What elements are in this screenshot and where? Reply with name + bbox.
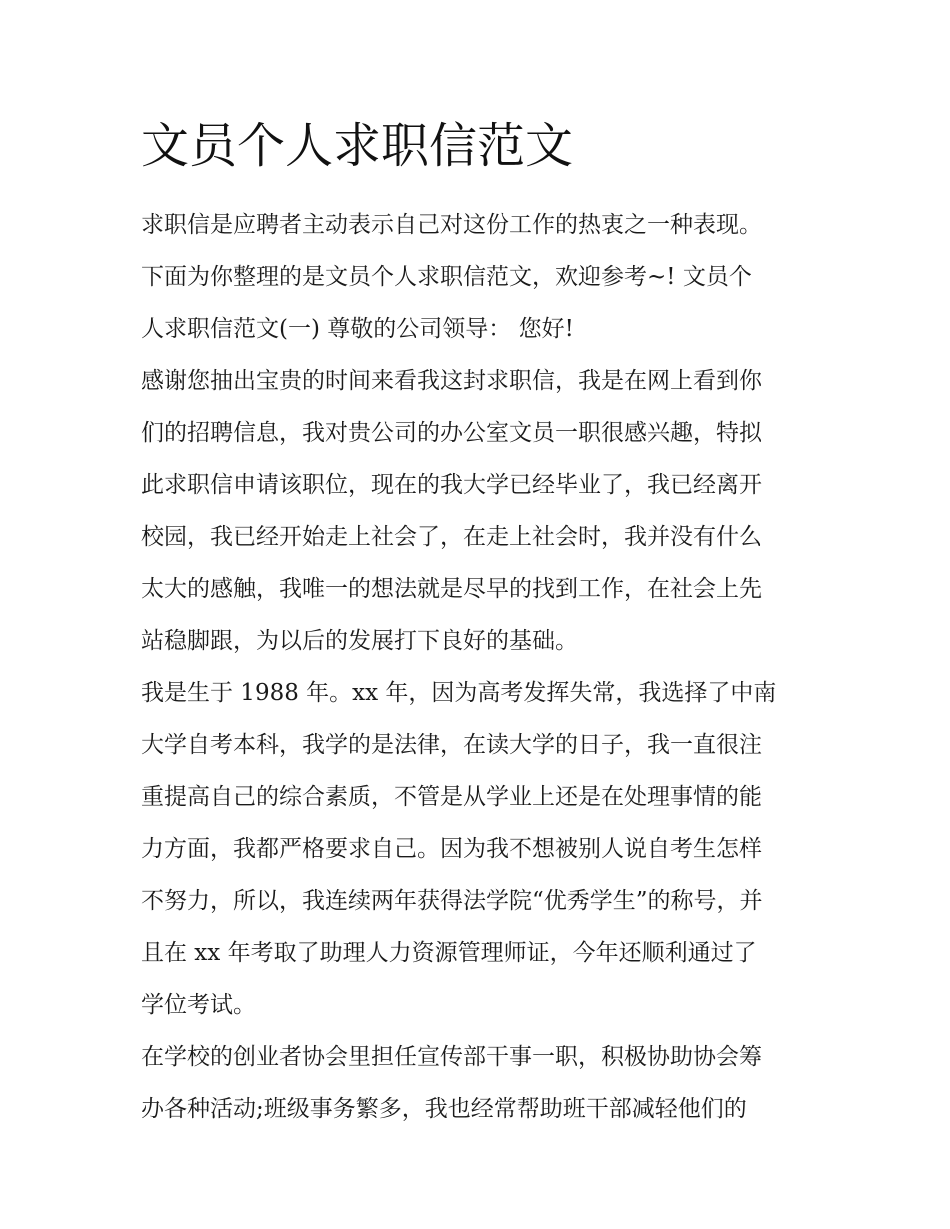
text-line: 学位考试。 (141, 992, 256, 1018)
text-line: 大学自考本科，我学的是法律，在读大学的日子，我一直很注 (141, 732, 762, 758)
text-line: 不努力，所以，我连续两年获得法学院“优秀学生”的称号，并 (141, 888, 763, 914)
text-line: 下面为你整理的是文员个人求职信范文，欢迎参考~! 文员个 (141, 264, 752, 290)
text-line: 在学校的创业者协会里担任宣传部干事一职，积极协助协会筹 (141, 1044, 762, 1070)
text-line: 求职信是应聘者主动表示自己对这份工作的热衷之一种表现。 (141, 212, 762, 238)
document-body (141, 199, 816, 1135)
text-line: 们的招聘信息，我对贵公司的办公室文员一职很感兴趣，特拟 (141, 420, 762, 446)
text-line: 太大的感触，我唯一的想法就是尽早的找到工作，在社会上先 (141, 576, 762, 602)
text-line: 校园，我已经开始走上社会了，在走上社会时，我并没有什么 (141, 524, 762, 550)
text-line: 站稳脚跟，为以后的发展打下良好的基础。 (141, 628, 578, 654)
text-line: 重提高自己的综合素质，不管是从学业上还是在处理事情的能 (141, 784, 762, 810)
text-line: 感谢您抽出宝贵的时间来看我这封求职信，我是在网上看到你 (141, 368, 762, 394)
text-line: 力方面，我都严格要求自己。因为我不想被别人说自考生怎样 (141, 836, 762, 862)
text-line: 人求职信范文(一) 尊敬的公司领导： 您好! (141, 316, 574, 342)
text-line: 办各种活动;班级事务繁多，我也经常帮助班干部减轻他们的 (141, 1096, 747, 1122)
document-title: 文员个人求职信范文 (141, 118, 574, 174)
text-line: 此求职信申请该职位，现在的我大学已经毕业了，我已经离开 (141, 472, 762, 498)
text-line: 我是生于 1988 年。xx 年，因为高考发挥失常，我选择了中南 (141, 680, 777, 706)
text-line: 且在 xx 年考取了助理人力资源管理师证，今年还顺利通过了 (141, 940, 757, 966)
